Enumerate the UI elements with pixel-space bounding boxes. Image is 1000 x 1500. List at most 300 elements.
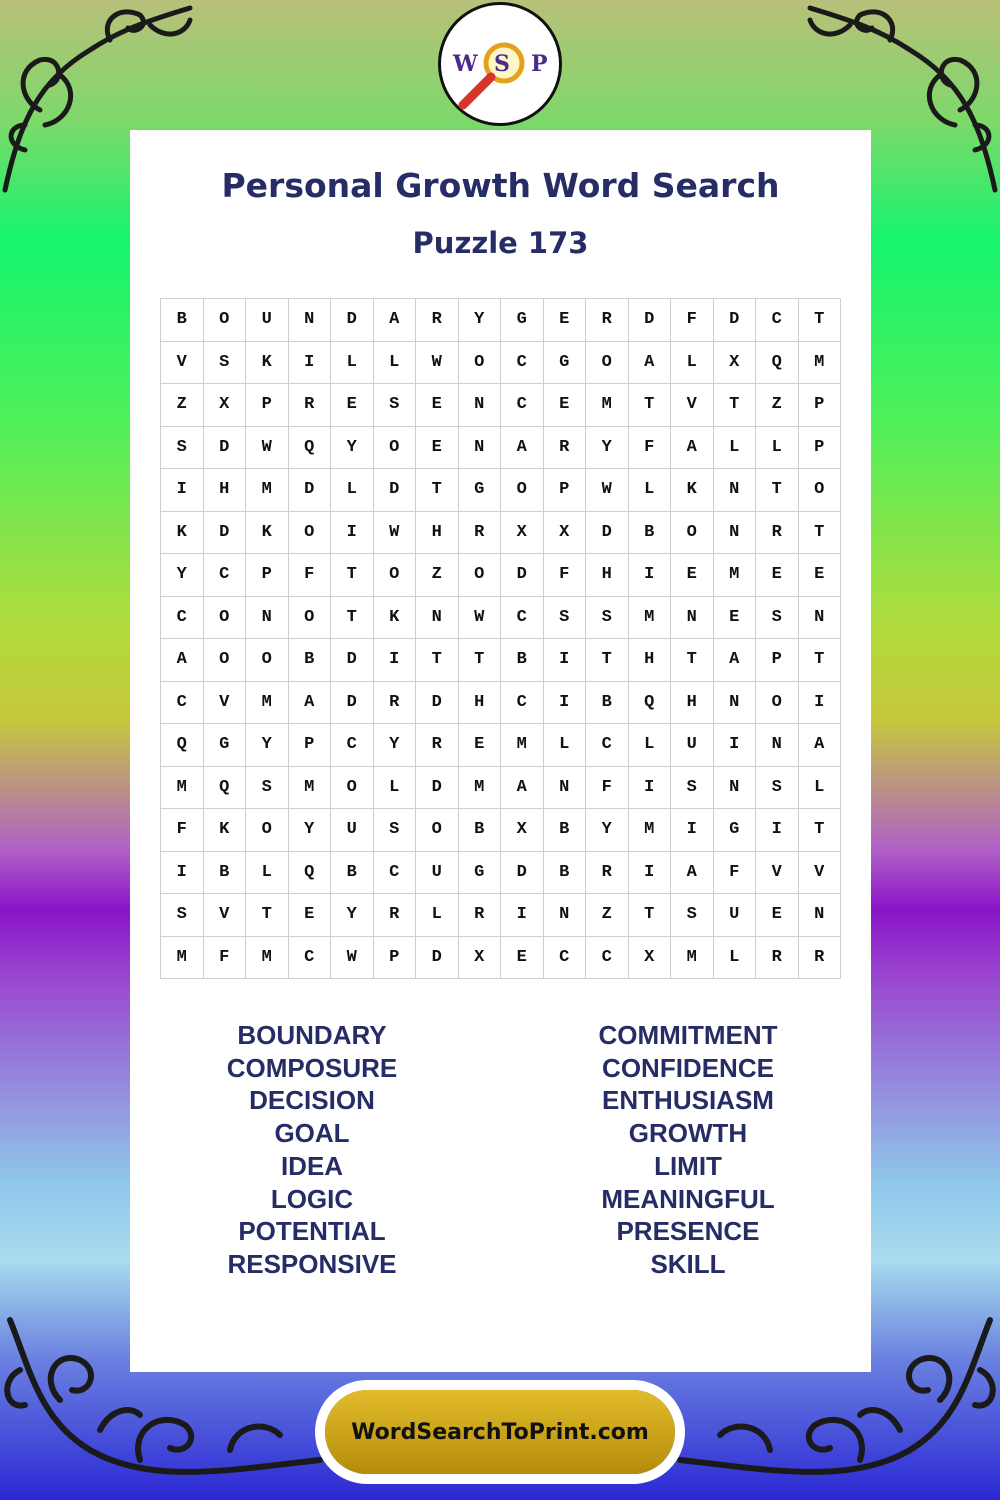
grid-cell[interactable]: A [501, 766, 544, 809]
grid-cell[interactable]: T [458, 639, 501, 682]
grid-cell[interactable]: X [628, 936, 671, 979]
grid-cell[interactable]: O [246, 809, 289, 852]
word-list-item: MEANINGFUL [601, 1183, 775, 1214]
grid-cell[interactable]: K [246, 341, 289, 384]
grid-cell[interactable]: L [331, 469, 374, 512]
grid-cell[interactable]: G [458, 851, 501, 894]
grid-cell[interactable]: E [543, 384, 586, 427]
grid-cell[interactable]: C [161, 596, 204, 639]
grid-cell[interactable]: B [628, 511, 671, 554]
grid-cell[interactable]: R [756, 936, 799, 979]
logo-letter-p: P [531, 51, 548, 77]
grid-cell[interactable]: E [458, 724, 501, 767]
grid-cell[interactable]: H [203, 469, 246, 512]
word-list-item: CONFIDENCE [602, 1052, 774, 1083]
grid-cell[interactable]: R [416, 724, 459, 767]
grid-cell[interactable]: I [628, 554, 671, 597]
grid-cell[interactable]: O [331, 766, 374, 809]
grid-cell[interactable]: H [671, 681, 714, 724]
grid-cell[interactable]: R [458, 511, 501, 554]
grid-cell[interactable]: B [288, 639, 331, 682]
grid-cell[interactable]: N [756, 724, 799, 767]
grid-cell[interactable]: F [671, 299, 714, 342]
grid-row [161, 851, 841, 894]
grid-cell[interactable]: O [203, 299, 246, 342]
grid-row [161, 894, 841, 937]
grid-cell[interactable]: E [756, 894, 799, 937]
grid-cell[interactable]: C [203, 554, 246, 597]
grid-cell[interactable]: B [458, 809, 501, 852]
grid-cell[interactable]: D [373, 469, 416, 512]
grid-cell[interactable]: N [713, 469, 756, 512]
grid-cell[interactable]: Z [756, 384, 799, 427]
grid-cell[interactable]: F [713, 851, 756, 894]
grid-cell[interactable]: Z [416, 554, 459, 597]
word-list-item: COMMITMENT [598, 1020, 778, 1050]
grid-cell[interactable]: X [713, 341, 756, 384]
grid-cell[interactable]: F [161, 809, 204, 852]
grid-cell[interactable]: E [416, 426, 459, 469]
grid-cell[interactable]: A [671, 426, 714, 469]
grid-cell[interactable]: O [246, 639, 289, 682]
grid-cell[interactable]: Q [161, 724, 204, 767]
grid-cell[interactable]: O [756, 681, 799, 724]
grid-row [161, 384, 841, 427]
puzzle-sheet [130, 130, 871, 1372]
grid-cell[interactable]: D [628, 299, 671, 342]
grid-cell[interactable]: E [416, 384, 459, 427]
grid-cell[interactable]: O [373, 426, 416, 469]
grid-cell[interactable]: S [756, 766, 799, 809]
word-list-item: SKILL [650, 1248, 726, 1279]
word-list-item: POTENTIAL [238, 1216, 386, 1247]
grid-cell[interactable]: T [331, 554, 374, 597]
grid-row [161, 554, 841, 597]
grid-cell[interactable]: H [416, 511, 459, 554]
grid-cell[interactable]: S [543, 596, 586, 639]
grid-cell[interactable]: D [203, 426, 246, 469]
word-list-right [538, 1019, 838, 1281]
grid-cell[interactable]: D [501, 554, 544, 597]
grid-cell[interactable]: U [416, 851, 459, 894]
grid-cell[interactable]: R [756, 511, 799, 554]
grid-cell[interactable]: E [671, 554, 714, 597]
grid-cell[interactable]: C [373, 851, 416, 894]
grid-cell[interactable]: X [203, 384, 246, 427]
grid-cell[interactable]: T [628, 894, 671, 937]
grid-cell[interactable]: R [373, 894, 416, 937]
word-list-item: RESPONSIVE [227, 1248, 397, 1279]
grid-cell[interactable]: P [373, 936, 416, 979]
grid-cell[interactable]: D [501, 851, 544, 894]
grid-cell[interactable]: T [798, 809, 841, 852]
grid-cell[interactable]: H [458, 681, 501, 724]
grid-cell[interactable]: L [756, 426, 799, 469]
site-url: WordSearchToPrint.com [351, 1419, 649, 1445]
grid-cell[interactable]: X [458, 936, 501, 979]
grid-cell[interactable]: I [628, 766, 671, 809]
grid-cell[interactable]: C [501, 341, 544, 384]
grid-cell[interactable]: D [331, 299, 374, 342]
grid-cell[interactable]: H [628, 639, 671, 682]
grid-cell[interactable]: R [586, 851, 629, 894]
grid-cell[interactable]: R [373, 681, 416, 724]
grid-cell[interactable]: L [798, 766, 841, 809]
grid-cell[interactable]: X [501, 511, 544, 554]
grid-cell[interactable]: O [501, 469, 544, 512]
grid-cell[interactable]: K [203, 809, 246, 852]
grid-cell[interactable]: S [586, 596, 629, 639]
grid-row [161, 469, 841, 512]
grid-row [161, 809, 841, 852]
grid-cell[interactable]: O [203, 639, 246, 682]
grid-cell[interactable]: M [458, 766, 501, 809]
grid-cell[interactable]: M [246, 681, 289, 724]
grid-cell[interactable]: O [458, 341, 501, 384]
grid-cell[interactable]: Y [246, 724, 289, 767]
logo-letter-s: S [494, 51, 510, 77]
grid-cell[interactable]: C [501, 596, 544, 639]
word-list-left [162, 1019, 462, 1281]
grid-cell[interactable]: N [458, 384, 501, 427]
grid-cell[interactable]: D [288, 469, 331, 512]
grid-cell[interactable]: N [458, 426, 501, 469]
grid-cell[interactable]: Q [756, 341, 799, 384]
grid-cell[interactable]: D [416, 681, 459, 724]
grid-cell[interactable]: M [246, 936, 289, 979]
grid-cell[interactable]: I [798, 681, 841, 724]
grid-cell[interactable]: X [501, 809, 544, 852]
grid-cell[interactable]: M [586, 384, 629, 427]
grid-cell[interactable]: R [586, 299, 629, 342]
grid-cell[interactable]: E [798, 554, 841, 597]
grid-cell[interactable]: D [713, 299, 756, 342]
grid-cell[interactable]: P [288, 724, 331, 767]
logo-letter-w: W [453, 51, 478, 77]
grid-cell[interactable]: E [501, 936, 544, 979]
grid-cell[interactable]: N [288, 299, 331, 342]
grid-cell[interactable]: Y [288, 809, 331, 852]
grid-cell[interactable]: E [756, 554, 799, 597]
grid-cell[interactable]: Y [586, 809, 629, 852]
grid-cell[interactable]: U [331, 809, 374, 852]
grid-cell[interactable]: B [331, 851, 374, 894]
grid-cell[interactable]: B [203, 851, 246, 894]
grid-cell[interactable]: A [501, 426, 544, 469]
grid-cell[interactable]: N [543, 766, 586, 809]
grid-cell[interactable]: B [586, 681, 629, 724]
grid-cell[interactable]: T [246, 894, 289, 937]
grid-cell[interactable]: K [161, 511, 204, 554]
word-list-item: GROWTH [628, 1118, 748, 1149]
grid-cell[interactable]: L [543, 724, 586, 767]
grid-cell[interactable]: R [458, 894, 501, 937]
grid-cell[interactable]: E [713, 596, 756, 639]
grid-cell[interactable]: T [628, 384, 671, 427]
grid-cell[interactable]: I [543, 681, 586, 724]
grid-cell[interactable]: A [798, 724, 841, 767]
grid-cell[interactable]: P [798, 384, 841, 427]
grid-cell[interactable]: G [203, 724, 246, 767]
page-title: Personal Growth Word Search [221, 166, 780, 205]
grid-cell[interactable]: M [501, 724, 544, 767]
grid-cell[interactable]: Q [203, 766, 246, 809]
grid-cell[interactable]: T [798, 511, 841, 554]
grid-cell[interactable]: S [373, 809, 416, 852]
grid-cell[interactable]: O [458, 554, 501, 597]
grid-cell[interactable]: B [543, 851, 586, 894]
grid-cell[interactable]: A [161, 639, 204, 682]
grid-cell[interactable]: I [288, 341, 331, 384]
grid-cell[interactable]: M [713, 554, 756, 597]
grid-cell[interactable]: T [416, 469, 459, 512]
grid-cell[interactable]: W [416, 341, 459, 384]
grid-cell[interactable]: P [756, 639, 799, 682]
grid-cell[interactable]: I [501, 894, 544, 937]
grid-cell[interactable]: F [586, 766, 629, 809]
grid-cell[interactable]: I [161, 851, 204, 894]
grid-cell[interactable]: Q [288, 426, 331, 469]
grid-cell[interactable]: M [628, 809, 671, 852]
grid-cell[interactable]: T [713, 384, 756, 427]
grid-cell[interactable]: V [671, 384, 714, 427]
grid-cell[interactable]: C [288, 936, 331, 979]
grid-cell[interactable]: D [586, 511, 629, 554]
grid-cell[interactable]: P [246, 384, 289, 427]
grid-cell[interactable]: T [798, 299, 841, 342]
word-list-item: DECISION [249, 1085, 375, 1116]
grid-cell[interactable]: F [288, 554, 331, 597]
grid-row [161, 511, 841, 554]
grid-cell[interactable]: S [161, 894, 204, 937]
grid-cell[interactable]: W [331, 936, 374, 979]
grid-cell[interactable]: T [586, 639, 629, 682]
grid-cell[interactable]: Y [331, 894, 374, 937]
grid-cell[interactable]: I [373, 639, 416, 682]
grid-cell[interactable]: Q [628, 681, 671, 724]
grid-cell[interactable]: N [246, 596, 289, 639]
grid-cell[interactable]: Y [458, 299, 501, 342]
grid-cell[interactable]: K [373, 596, 416, 639]
word-list-item: LIMIT [654, 1150, 722, 1181]
grid-cell[interactable]: O [288, 511, 331, 554]
grid-cell[interactable]: V [161, 341, 204, 384]
grid-cell[interactable]: I [713, 724, 756, 767]
grid-cell[interactable]: W [458, 596, 501, 639]
grid-cell[interactable]: S [246, 766, 289, 809]
grid-cell[interactable]: S [671, 766, 714, 809]
grid-cell[interactable]: Q [288, 851, 331, 894]
grid-cell[interactable]: G [713, 809, 756, 852]
grid-cell[interactable]: I [671, 809, 714, 852]
grid-cell[interactable]: D [203, 511, 246, 554]
grid-cell[interactable]: M [246, 469, 289, 512]
grid-cell[interactable]: I [543, 639, 586, 682]
grid-cell[interactable]: K [246, 511, 289, 554]
grid-cell[interactable]: A [373, 299, 416, 342]
grid-cell[interactable]: I [331, 511, 374, 554]
grid-cell[interactable]: U [671, 724, 714, 767]
grid-cell[interactable]: R [798, 936, 841, 979]
grid-cell[interactable]: B [543, 809, 586, 852]
grid-cell[interactable]: N [713, 511, 756, 554]
grid-cell[interactable]: C [543, 936, 586, 979]
grid-cell[interactable]: N [713, 681, 756, 724]
grid-cell[interactable]: L [713, 936, 756, 979]
grid-cell[interactable]: W [246, 426, 289, 469]
grid-cell[interactable]: X [543, 511, 586, 554]
grid-cell[interactable]: S [373, 384, 416, 427]
grid-cell[interactable]: Y [161, 554, 204, 597]
grid-cell[interactable]: N [416, 596, 459, 639]
grid-cell[interactable]: M [671, 936, 714, 979]
grid-cell[interactable]: N [798, 596, 841, 639]
grid-cell[interactable]: M [288, 766, 331, 809]
grid-cell[interactable]: M [798, 341, 841, 384]
grid-cell[interactable]: Z [161, 384, 204, 427]
grid-cell[interactable]: R [416, 299, 459, 342]
grid-cell[interactable]: Y [373, 724, 416, 767]
grid-cell[interactable]: O [203, 596, 246, 639]
grid-row [161, 681, 841, 724]
grid-row [161, 766, 841, 809]
grid-cell[interactable]: D [331, 681, 374, 724]
grid-cell[interactable]: T [416, 639, 459, 682]
grid-cell[interactable]: T [671, 639, 714, 682]
grid-cell[interactable]: L [671, 341, 714, 384]
grid-cell[interactable]: C [501, 384, 544, 427]
grid-cell[interactable]: I [628, 851, 671, 894]
grid-cell[interactable]: L [373, 766, 416, 809]
grid-cell[interactable]: C [331, 724, 374, 767]
grid-cell[interactable]: B [501, 639, 544, 682]
grid-cell[interactable]: S [161, 426, 204, 469]
grid-row [161, 341, 841, 384]
puzzle-number: Puzzle 173 [412, 226, 589, 260]
grid-cell[interactable]: W [586, 469, 629, 512]
grid-cell[interactable]: M [161, 766, 204, 809]
word-list-item: IDEA [280, 1150, 344, 1181]
word-list-item: GOAL [274, 1118, 350, 1149]
word-list-item: ENTHUSIASM [602, 1085, 774, 1116]
grid-cell[interactable]: N [543, 894, 586, 937]
grid-row [161, 724, 841, 767]
grid-cell[interactable]: Z [586, 894, 629, 937]
grid-cell[interactable]: S [756, 596, 799, 639]
letter-grid [160, 298, 841, 979]
grid-cell[interactable]: C [501, 681, 544, 724]
grid-row [161, 426, 841, 469]
grid-cell[interactable]: M [628, 596, 671, 639]
grid-cell[interactable]: L [373, 341, 416, 384]
grid-cell[interactable]: Y [586, 426, 629, 469]
grid-cell[interactable]: H [586, 554, 629, 597]
grid-cell[interactable]: E [331, 384, 374, 427]
grid-cell[interactable]: L [628, 469, 671, 512]
grid-cell[interactable]: W [373, 511, 416, 554]
grid-cell[interactable]: O [373, 554, 416, 597]
grid-cell[interactable]: I [756, 809, 799, 852]
grid-cell[interactable]: M [161, 936, 204, 979]
grid-row [161, 936, 841, 979]
grid-cell[interactable]: E [543, 299, 586, 342]
grid-cell[interactable]: T [331, 596, 374, 639]
grid-cell[interactable]: G [501, 299, 544, 342]
site-link-button[interactable] [325, 1390, 675, 1474]
site-logo[interactable] [438, 2, 562, 126]
grid-cell[interactable]: V [756, 851, 799, 894]
grid-cell[interactable]: A [628, 341, 671, 384]
grid-cell[interactable]: K [671, 469, 714, 512]
grid-cell[interactable]: S [203, 341, 246, 384]
grid-cell[interactable]: G [458, 469, 501, 512]
grid-row [161, 299, 841, 342]
grid-cell[interactable]: A [288, 681, 331, 724]
grid-cell[interactable]: N [798, 894, 841, 937]
grid-cell[interactable]: L [628, 724, 671, 767]
grid-cell[interactable]: E [288, 894, 331, 937]
grid-cell[interactable]: O [416, 809, 459, 852]
grid-cell[interactable]: A [671, 851, 714, 894]
grid-cell[interactable]: C [161, 681, 204, 724]
grid-cell[interactable]: O [671, 511, 714, 554]
grid-cell[interactable]: R [288, 384, 331, 427]
word-list-item: PRESENCE [616, 1216, 760, 1247]
grid-cell[interactable]: P [798, 426, 841, 469]
grid-cell[interactable]: G [543, 341, 586, 384]
grid-row [161, 639, 841, 682]
word-list-item: COMPOSURE [226, 1052, 398, 1083]
grid-cell[interactable]: C [756, 299, 799, 342]
grid-cell[interactable]: A [713, 639, 756, 682]
word-list-item: LOGIC [270, 1183, 354, 1214]
grid-row [161, 596, 841, 639]
grid-cell[interactable]: C [586, 936, 629, 979]
grid-cell[interactable]: O [798, 469, 841, 512]
grid-cell[interactable]: F [203, 936, 246, 979]
grid-cell[interactable]: C [586, 724, 629, 767]
grid-cell[interactable]: D [416, 936, 459, 979]
grid-cell[interactable]: T [756, 469, 799, 512]
grid-cell[interactable]: N [713, 766, 756, 809]
grid-cell[interactable]: I [161, 469, 204, 512]
grid-cell[interactable]: P [543, 469, 586, 512]
grid-cell[interactable]: D [416, 766, 459, 809]
grid-cell[interactable]: L [246, 851, 289, 894]
grid-cell[interactable]: P [246, 554, 289, 597]
grid-cell[interactable]: O [586, 341, 629, 384]
grid-cell[interactable]: S [671, 894, 714, 937]
grid-cell[interactable]: L [331, 341, 374, 384]
grid-cell[interactable]: N [671, 596, 714, 639]
grid-cell[interactable]: U [246, 299, 289, 342]
grid-cell[interactable]: U [713, 894, 756, 937]
grid-cell[interactable]: T [798, 639, 841, 682]
grid-cell[interactable]: O [288, 596, 331, 639]
grid-cell[interactable]: R [543, 426, 586, 469]
word-list-item: BOUNDARY [237, 1020, 387, 1050]
grid-cell[interactable]: V [203, 894, 246, 937]
grid-cell[interactable]: F [543, 554, 586, 597]
grid-cell[interactable]: L [416, 894, 459, 937]
grid-cell[interactable]: Y [331, 426, 374, 469]
grid-cell[interactable]: F [628, 426, 671, 469]
grid-cell[interactable]: V [203, 681, 246, 724]
grid-cell[interactable]: V [798, 851, 841, 894]
grid-cell[interactable]: D [331, 639, 374, 682]
grid-cell[interactable]: L [713, 426, 756, 469]
grid-cell[interactable]: B [161, 299, 204, 342]
